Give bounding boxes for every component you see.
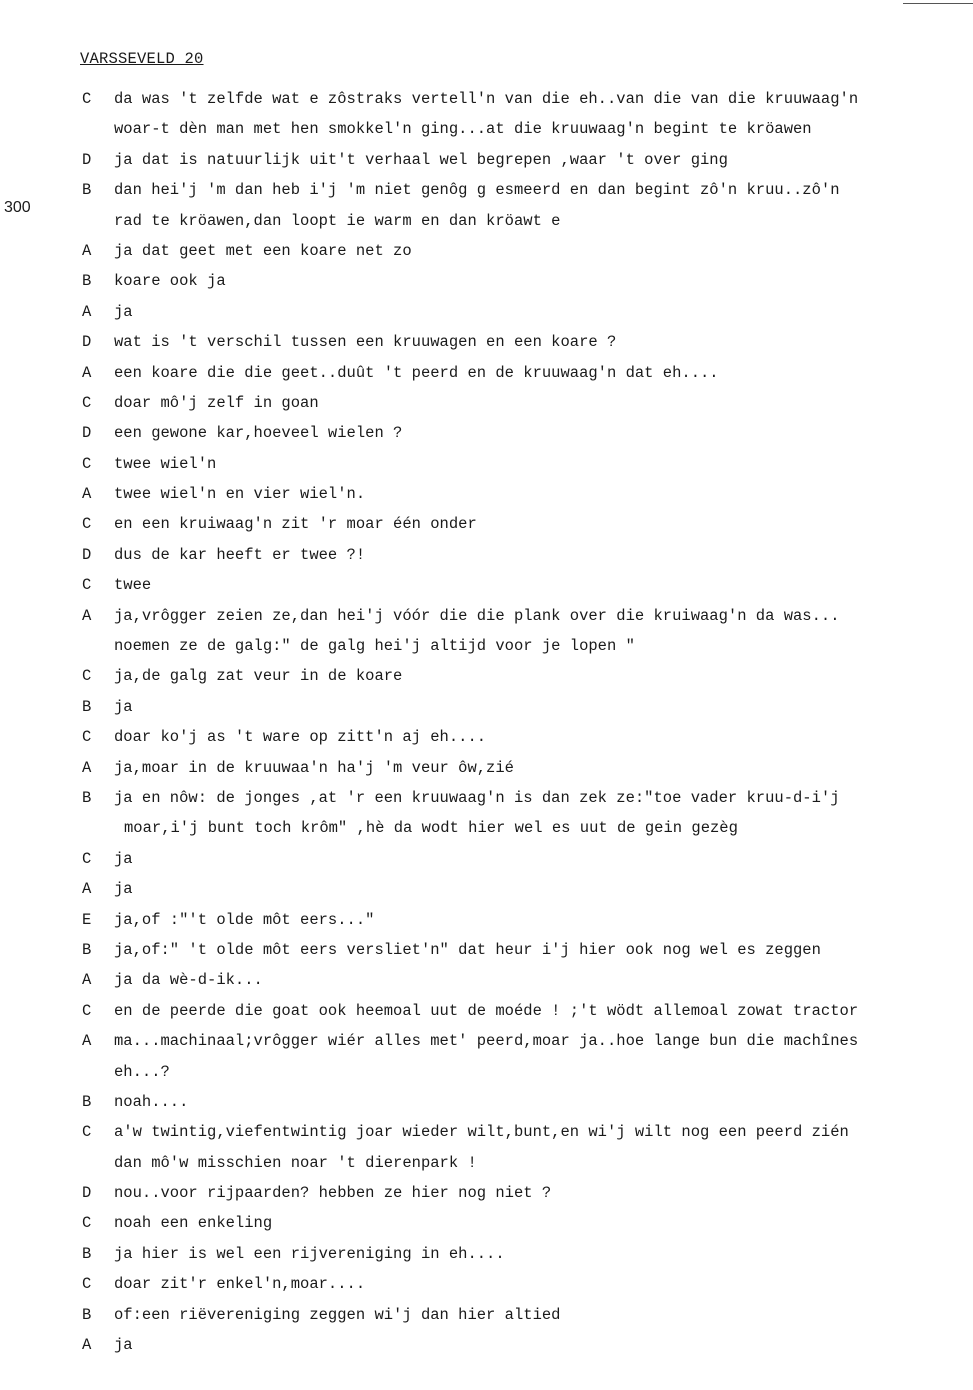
speaker-label: A — [82, 971, 92, 990]
utterance-text: twee wiel'n — [114, 454, 217, 473]
transcript-line — [0, 303, 973, 333]
speaker-label: A — [82, 758, 92, 777]
transcript-line — [0, 971, 973, 1001]
speaker-label: A — [82, 1032, 92, 1051]
utterance-text: ja — [114, 880, 133, 899]
utterance-text: dan hei'j 'm dan heb i'j 'm niet genôg g esmeerd en dan begint zô'n kruu..zô'n — [114, 181, 840, 200]
speaker-label: A — [82, 606, 92, 625]
utterance-text: moar,i'j bunt toch krôm" ,hè da wodt hier wel es uut de gein gezèg — [124, 819, 738, 838]
speaker-label: C — [82, 1214, 92, 1233]
utterance-text: ja,of :"'t olde môt eers..." — [114, 910, 375, 929]
transcript-lines — [0, 90, 973, 1366]
speaker-label: D — [82, 333, 92, 352]
transcript-line — [0, 485, 973, 515]
speaker-label: C — [82, 728, 92, 747]
transcript-line — [0, 151, 973, 181]
transcript-line — [0, 242, 973, 272]
speaker-label: B — [82, 940, 92, 959]
transcript-line — [0, 1214, 973, 1244]
top-rule — [903, 3, 973, 4]
utterance-text: rad te kröawen,dan loopt ie warm en dan kröawt e — [114, 211, 561, 230]
speaker-label: C — [82, 576, 92, 595]
transcript-line — [0, 1093, 973, 1123]
speaker-label: A — [82, 880, 92, 899]
utterance-text: een gewone kar,hoeveel wielen ? — [114, 424, 403, 443]
utterance-text: twee wiel'n en vier wiel'n. — [114, 485, 366, 504]
utterance-text: ja — [114, 302, 133, 321]
utterance-text: ja,of:" 't olde môt eers versliet'n" dat heur i'j hier ook nog wel es zeggen — [114, 940, 821, 959]
utterance-text: ja da wè-d-ik... — [114, 971, 263, 990]
transcript-line — [0, 515, 973, 545]
speaker-label: B — [82, 1305, 92, 1324]
transcript-line — [0, 1336, 973, 1366]
utterance-text: en de peerde die goat ook heemoal uut de moéde ! ;'t wödt allemoal zowat tractor — [114, 1001, 859, 1020]
utterance-text: woar-t dèn man met hen smokkel'n ging...at die kruuwaag'n begint te kröawen — [114, 120, 812, 139]
transcript-line — [0, 1306, 973, 1336]
utterance-text: ma...machinaal;vrôgger wiér alles met' peerd,moar ja..hoe lange bun die machînes — [114, 1032, 859, 1051]
transcript-line — [0, 120, 973, 150]
utterance-text: ja en nôw: de jonges ,at 'r een kruuwaag'n is dan zek ze:"toe vader kruu-d-i'j — [114, 788, 840, 807]
speaker-label: A — [82, 485, 92, 504]
speaker-label: D — [82, 1184, 92, 1203]
speaker-label: E — [82, 910, 92, 929]
transcript-line — [0, 1032, 973, 1062]
utterance-text: noah een enkeling — [114, 1214, 273, 1233]
speaker-label: C — [82, 1275, 92, 1294]
utterance-text: doar mô'j zelf in goan — [114, 393, 319, 412]
transcript-line — [0, 880, 973, 910]
utterance-text: doar zit'r enkel'n,moar.... — [114, 1275, 366, 1294]
utterance-text: ja hier is wel een rijvereniging in eh.... — [114, 1244, 505, 1263]
speaker-label: C — [82, 454, 92, 473]
utterance-text: of:een riëvereniging zeggen wi'j dan hier altied — [114, 1305, 561, 1324]
transcript-line — [0, 1245, 973, 1275]
speaker-label: B — [82, 272, 92, 291]
utterance-text: ja dat geet met een koare net zo — [114, 241, 412, 260]
transcript-line — [0, 1154, 973, 1184]
transcript-line — [0, 759, 973, 789]
utterance-text: a'w twintig,viefentwintig joar wieder wilt,bunt,en wi'j wilt nog een peerd zién — [114, 1123, 849, 1142]
transcript-line — [0, 272, 973, 302]
transcript-line — [0, 455, 973, 485]
utterance-text: ja,de galg zat veur in de koare — [114, 667, 403, 686]
transcript-line — [0, 850, 973, 880]
speaker-label: A — [82, 1336, 92, 1355]
speaker-label: D — [82, 424, 92, 443]
speaker-label: B — [82, 697, 92, 716]
speaker-label: C — [82, 515, 92, 534]
speaker-label: A — [82, 363, 92, 382]
margin-number: 300 — [4, 199, 31, 216]
transcript-line — [0, 1123, 973, 1153]
utterance-text: ja,moar in de kruuwaa'n ha'j 'm veur ôw,zié — [114, 758, 514, 777]
speaker-label: C — [82, 667, 92, 686]
transcript-line — [0, 1275, 973, 1305]
utterance-text: ja dat is natuurlijk uit't verhaal wel begrepen ,waar 't over ging — [114, 150, 728, 169]
utterance-text: een koare die die geet..duût 't peerd en de kruuwaag'n dat eh.... — [114, 363, 719, 382]
transcript-line — [0, 333, 973, 363]
utterance-text: eh...? — [114, 1062, 170, 1081]
utterance-text: noah.... — [114, 1092, 189, 1111]
utterance-text: en een kruiwaag'n zit 'r moar één onder — [114, 515, 477, 534]
speaker-label: A — [82, 241, 92, 260]
page-title: VARSSEVELD 20 — [80, 50, 204, 68]
speaker-label: D — [82, 545, 92, 564]
utterance-text: koare ook ja — [114, 272, 226, 291]
utterance-text: twee — [114, 576, 152, 595]
transcript-line — [0, 607, 973, 637]
speaker-label: C — [82, 849, 92, 868]
transcript-line — [0, 90, 973, 120]
speaker-label: A — [82, 302, 92, 321]
transcript-line — [0, 394, 973, 424]
transcript-line — [0, 941, 973, 971]
transcript-line — [0, 667, 973, 697]
transcript-line — [0, 576, 973, 606]
utterance-text: ja — [114, 697, 133, 716]
utterance-text: dan mô'w misschien noar 't dierenpark ! — [114, 1153, 477, 1172]
speaker-label: B — [82, 1244, 92, 1263]
speaker-label: D — [82, 150, 92, 169]
speaker-label: B — [82, 788, 92, 807]
utterance-text: wat is 't verschil tussen een kruuwagen en een koare ? — [114, 333, 617, 352]
transcript-line — [0, 212, 973, 242]
transcript-line — [0, 728, 973, 758]
speaker-label: C — [82, 1123, 92, 1142]
transcript-line — [0, 181, 973, 211]
utterance-text: ja,vrôgger zeien ze,dan hei'j vóór die die plank over die kruiwaag'n da was... — [114, 606, 840, 625]
transcript-line — [0, 424, 973, 454]
speaker-label: C — [82, 1001, 92, 1020]
speaker-label: C — [82, 393, 92, 412]
transcript-line — [0, 819, 973, 849]
utterance-text: ja — [114, 1336, 133, 1355]
speaker-label: C — [82, 90, 92, 108]
transcript-line — [0, 364, 973, 394]
utterance-text: nou..voor rijpaarden? hebben ze hier nog niet ? — [114, 1184, 552, 1203]
transcript-line — [0, 789, 973, 819]
utterance-text: noemen ze de galg:" de galg hei'j altijd voor je lopen " — [114, 637, 635, 656]
utterance-text: da was 't zelfde wat e zôstraks vertell'n van die eh..van die van die kruuwaag'n — [114, 90, 859, 108]
speaker-label: B — [82, 1092, 92, 1111]
utterance-text: ja — [114, 849, 133, 868]
speaker-label: B — [82, 181, 92, 200]
transcript-line — [0, 1002, 973, 1032]
utterance-text: doar ko'j as 't ware op zitt'n aj eh.... — [114, 728, 487, 747]
transcript-line — [0, 698, 973, 728]
transcript-line — [0, 1063, 973, 1093]
utterance-text: dus de kar heeft er twee ?! — [114, 545, 366, 564]
transcript-line — [0, 546, 973, 576]
transcript-line — [0, 637, 973, 667]
transcript-line — [0, 911, 973, 941]
transcript-line — [0, 1184, 973, 1214]
